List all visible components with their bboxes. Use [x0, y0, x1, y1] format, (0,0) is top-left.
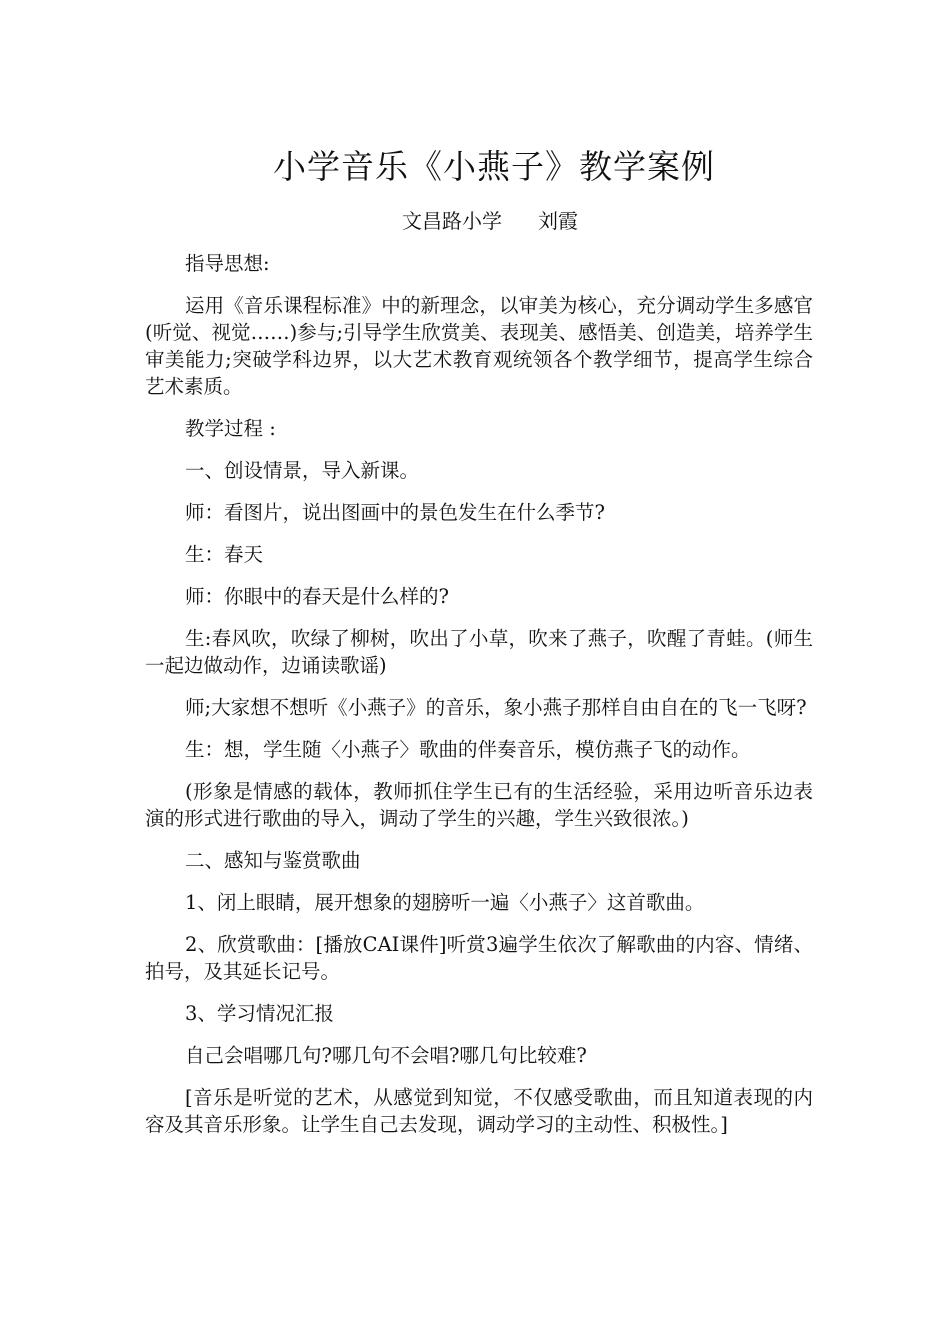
paragraph-step: 1、闭上眼睛，展开想象的翅膀听一遍〈小燕子〉这首歌曲。: [185, 891, 705, 914]
author-name: 刘霞: [538, 209, 578, 233]
paragraph-commentary: [音乐是听觉的艺术，从感觉到知觉，不仅感受歌曲，而且知道表现的内容及其音乐形象。让学生自己去发现，调动学习的主动性、积极性。]: [145, 1086, 813, 1136]
paragraph-question: 自己会唱哪几句?哪几句不会唱?哪几句比较难?: [185, 1044, 587, 1067]
author-line: [0, 205, 950, 237]
paragraph-dialogue: 师;大家想不想听《小燕子》的音乐，象小燕子那样自由自在的飞一飞呀?: [185, 696, 807, 719]
paragraph-dialogue: 生:春风吹，吹绿了柳树，吹出了小草，吹来了燕子，吹醒了青蛙。(师生一起边做动作，边诵读歌谣): [145, 627, 813, 677]
document-title: 小学音乐《小燕子》教学案例: [273, 147, 715, 186]
paragraph-step: 3、学习情况汇报: [185, 1002, 334, 1025]
paragraph-guiding-text: 运用《音乐课程标准》中的新理念，以审美为核心，充分调动学生多感官(听觉、视觉……)参与;引导学生欣赏美、表现美、感悟美、创造美，培养学生审美能力;突破学科边界，以大艺术教育观统领各个教学细节，提高学生综合艺术素质。: [145, 294, 813, 398]
document-body: [145, 250, 813, 1153]
paragraph-dialogue: 师：你眼中的春天是什么样的?: [185, 585, 449, 608]
paragraph-section-2: 二、感知与鉴赏歌曲: [185, 849, 361, 872]
paragraph-process-heading: 教学过程 :: [185, 417, 276, 440]
paragraph-step: 2、欣赏歌曲：[播放CAI课件]听赏3遍学生依次了解歌曲的内容、情绪、拍号，及其延长记号。: [145, 933, 813, 983]
paragraph-dialogue: 生：想，学生随〈小燕子〉歌曲的伴奏音乐，模仿燕子飞的动作。: [185, 738, 751, 761]
paragraph-dialogue: 生：春天: [185, 543, 264, 566]
author-school: 文昌路小学: [402, 209, 502, 233]
paragraph-commentary: (形象是情感的载体，教师抓住学生已有的生活经验，采用边听音乐边表演的形式进行歌曲的导入，调动了学生的兴趣，学生兴致很浓。): [145, 780, 813, 830]
paragraph-section-1: 一、创设情景，导入新课。: [185, 459, 420, 482]
paragraph-dialogue: 师：看图片，说出图画中的景色发生在什么季节?: [185, 501, 605, 524]
paragraph-guiding-heading: 指导思想:: [185, 252, 270, 275]
